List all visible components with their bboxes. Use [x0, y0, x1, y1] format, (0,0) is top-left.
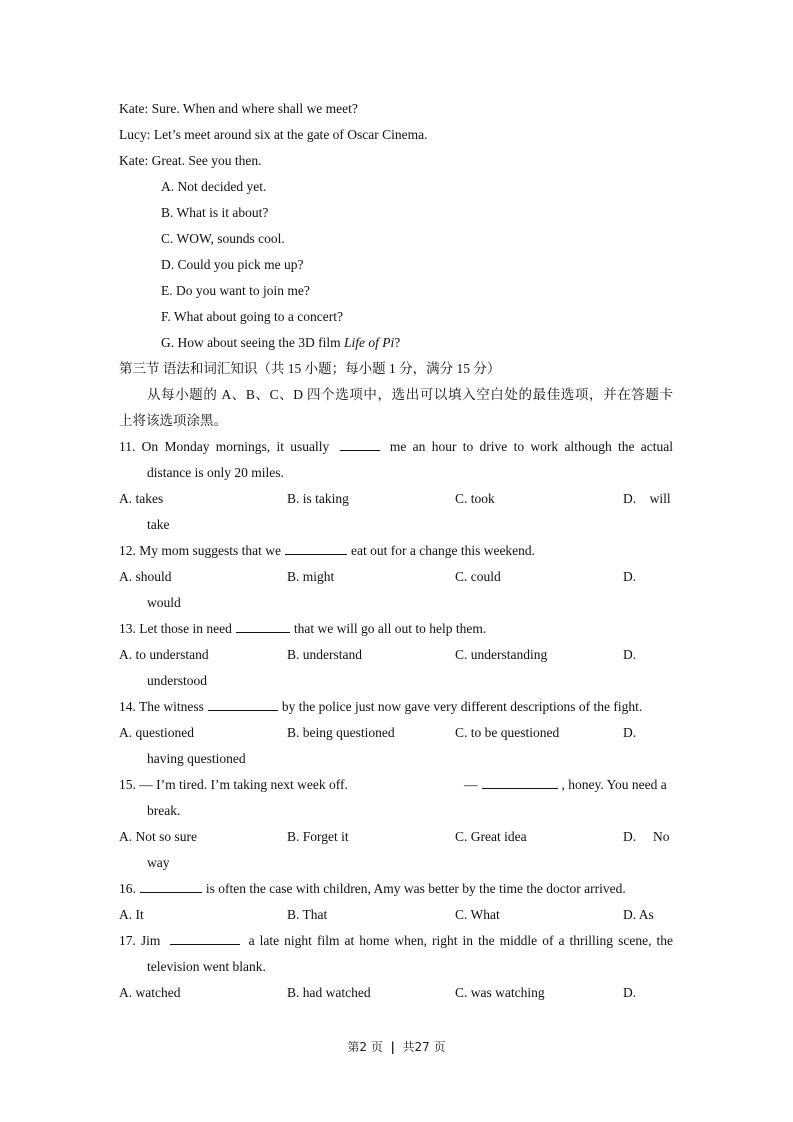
- question-13: [119, 619, 486, 639]
- option-c: C. Great idea: [455, 829, 527, 844]
- dialogue-option: C. WOW, sounds cool.: [161, 231, 285, 246]
- option-c: C. could: [455, 569, 501, 584]
- option-a: A. should: [119, 569, 172, 584]
- option-c: C. What: [455, 907, 500, 922]
- option-b: B. Forget it: [287, 829, 349, 844]
- answer-blank: [236, 619, 290, 633]
- section-instructions: 上将该选项涂黑。: [119, 413, 227, 428]
- option-d: D.: [623, 725, 637, 740]
- option-d: D.: [623, 569, 637, 584]
- question-text: —: [464, 777, 478, 792]
- option-c: C. to be questioned: [455, 725, 560, 740]
- option-a: A. questioned: [119, 725, 194, 740]
- option-d: D. No: [623, 829, 670, 844]
- question-13-options: [119, 645, 673, 665]
- question-text: that we will go all out to help them.: [293, 621, 487, 636]
- reply-line: [464, 775, 667, 795]
- question-text: 17. Jim: [119, 933, 161, 948]
- option-d: D. will: [623, 491, 671, 506]
- option-a: A. watched: [119, 985, 181, 1000]
- dialogue-option: F. What about going to a concert?: [161, 309, 343, 324]
- option-d-wrap: way: [147, 855, 170, 870]
- question-12-options: [119, 567, 673, 587]
- option-a: A. to understand: [119, 647, 209, 662]
- option-d-wrap: take: [147, 517, 170, 532]
- page-number: 第2 页: [347, 1040, 383, 1054]
- option-a: A. takes: [119, 491, 164, 506]
- dialogue-line: Kate: Sure. When and where shall we meet?: [119, 101, 358, 116]
- page-total: 共27 页: [402, 1040, 446, 1054]
- option-a: A. Not so sure: [119, 829, 197, 844]
- question-14: [119, 697, 642, 717]
- question-11-options: [119, 489, 673, 509]
- question-text: by the police just now gave very different descriptions of the fight.: [281, 699, 643, 714]
- question-text: me an hour to drive to work although the actual: [389, 439, 674, 454]
- option-b: B. is taking: [287, 491, 349, 506]
- option-text: ?: [394, 335, 401, 350]
- dialogue-option: [161, 333, 400, 353]
- answer-blank: [170, 931, 240, 945]
- question-text: eat out for a change this weekend.: [351, 543, 536, 558]
- film-title: Life of Pi: [343, 335, 395, 350]
- answer-blank: [340, 437, 380, 451]
- dialogue-line: Lucy: Let’s meet around six at the gate of Oscar Cinema.: [119, 127, 428, 142]
- question-16: [119, 879, 626, 899]
- answer-blank: [482, 775, 558, 789]
- question-text: is often the case with children, Amy was better by the time the doctor arrived.: [205, 881, 626, 896]
- option-b: B. understand: [287, 647, 362, 662]
- question-text: , honey. You need a: [561, 777, 667, 792]
- option-a: A. It: [119, 907, 144, 922]
- dialogue-option: D. Could you pick me up?: [161, 257, 304, 272]
- option-text: G. How about seeing the 3D film: [161, 335, 344, 350]
- option-b: B. might: [287, 569, 335, 584]
- section-title: 第三节 语法和词汇知识（共 15 小题；每小题 1 分，满分 15 分）: [119, 361, 501, 376]
- answer-blank: [140, 879, 202, 893]
- question-text: 13. Let those in need: [119, 621, 232, 636]
- question-text: distance is only 20 miles.: [147, 465, 284, 480]
- option-b: B. had watched: [287, 985, 371, 1000]
- dialogue-option: A. Not decided yet.: [161, 179, 267, 194]
- option-c: C. was watching: [455, 985, 545, 1000]
- question-17-options: [119, 983, 673, 1003]
- question-text: 14. The witness: [119, 699, 204, 714]
- footer-separator: |: [390, 1040, 395, 1054]
- option-d: D. As: [623, 907, 654, 922]
- question-15-options: [119, 827, 673, 847]
- option-c: C. took: [455, 491, 495, 506]
- dialogue-option: B. What is it about?: [161, 205, 269, 220]
- question-text: break.: [147, 803, 181, 818]
- question-text: 12. My mom suggests that we: [119, 543, 281, 558]
- question-text: television went blank.: [147, 959, 266, 974]
- option-d-wrap: having questioned: [147, 751, 246, 766]
- option-d: D.: [623, 647, 637, 662]
- page-footer: [0, 1038, 793, 1055]
- question-text: a late night film at home when, right in the middle of a thrilling scene, the: [248, 933, 674, 948]
- question-text: 15. — I’m tired. I’m taking next week off.: [119, 777, 348, 792]
- question-16-options: [119, 905, 673, 925]
- question-15: [119, 775, 673, 795]
- dialogue-line: Kate: Great. See you then.: [119, 153, 262, 168]
- question-17: [119, 931, 673, 951]
- option-b: B. being questioned: [287, 725, 395, 740]
- question-text: 16.: [119, 881, 136, 896]
- question-12: [119, 541, 535, 561]
- option-b: B. That: [287, 907, 328, 922]
- dialogue-option: E. Do you want to join me?: [161, 283, 310, 298]
- question-11: [119, 437, 673, 457]
- section-instructions: 从每小题的 A、B、C、D 四个选项中，选出可以填入空白处的最佳选项，并在答题卡: [147, 387, 673, 402]
- option-d-wrap: would: [147, 595, 181, 610]
- option-d: D.: [623, 985, 637, 1000]
- option-d-wrap: understood: [147, 673, 207, 688]
- question-text: 11. On Monday mornings, it usually: [119, 439, 330, 454]
- question-14-options: [119, 723, 673, 743]
- option-c: C. understanding: [455, 647, 548, 662]
- answer-blank: [285, 541, 347, 555]
- answer-blank: [208, 697, 278, 711]
